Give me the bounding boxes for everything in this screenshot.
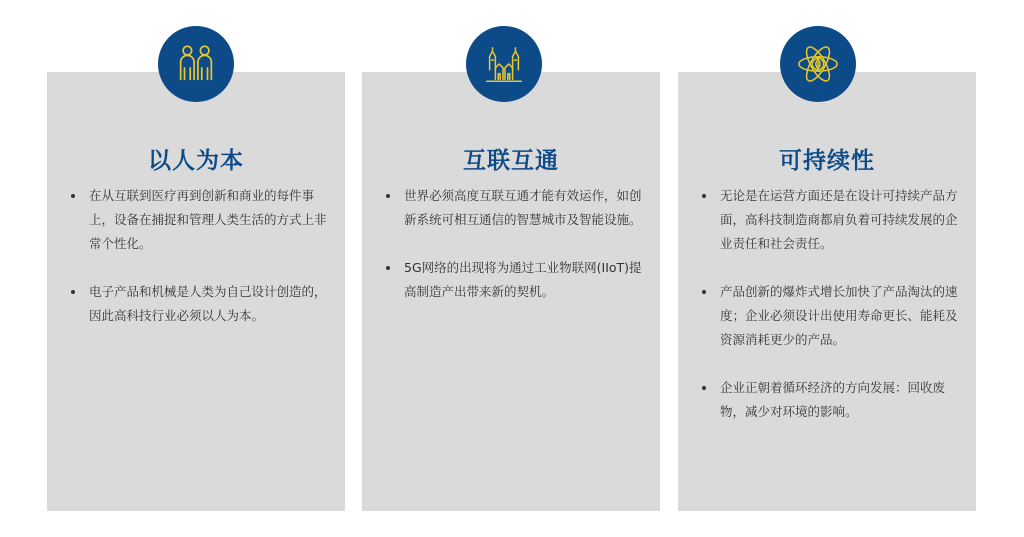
card-people-first bbox=[47, 72, 345, 511]
bullet-list bbox=[69, 184, 327, 352]
people-icon-badge bbox=[158, 26, 234, 102]
people-icon bbox=[173, 41, 219, 87]
bullet-item: 无论是在运营方面还是在设计可持续产品方面，高科技制造商都肩负着可持续发展的企业责任和社会责任。 bbox=[700, 184, 958, 256]
city-icon-badge bbox=[466, 26, 542, 102]
card-connectivity bbox=[362, 72, 660, 511]
bullet-item: 产品创新的爆炸式增长加快了产品淘汰的速度；企业必须设计出使用寿命更长、能耗及资源消耗更少的产品。 bbox=[700, 280, 958, 352]
bullet-item: 企业正朝着循环经济的方向发展：回收废物，减少对环境的影响。 bbox=[700, 376, 958, 424]
atom-leaf-icon bbox=[795, 41, 841, 87]
card-sustainability bbox=[678, 72, 976, 511]
city-icon bbox=[481, 41, 527, 87]
bullet-item: 在从互联到医疗再到创新和商业的每件事上，设备在捕捉和管理人类生活的方式上非常个性化。 bbox=[69, 184, 327, 256]
bullet-item: 世界必须高度互联互通才能有效运作，如创新系统可相互通信的智慧城市及智能设施。 bbox=[384, 184, 642, 232]
bullet-item: 电子产品和机械是人类为自己设计创造的，因此高科技行业必须以人为本。 bbox=[69, 280, 327, 328]
bullet-list bbox=[384, 184, 642, 328]
card-title: 以人为本 bbox=[148, 148, 244, 174]
card-title: 可持续性 bbox=[779, 148, 875, 174]
bullet-list bbox=[700, 184, 958, 448]
card-title: 互联互通 bbox=[463, 148, 559, 174]
bullet-item: 5G网络的出现将为通过工业物联网(IIoT)提高制造产出带来新的契机。 bbox=[384, 256, 642, 304]
atom-leaf-icon-badge bbox=[780, 26, 856, 102]
